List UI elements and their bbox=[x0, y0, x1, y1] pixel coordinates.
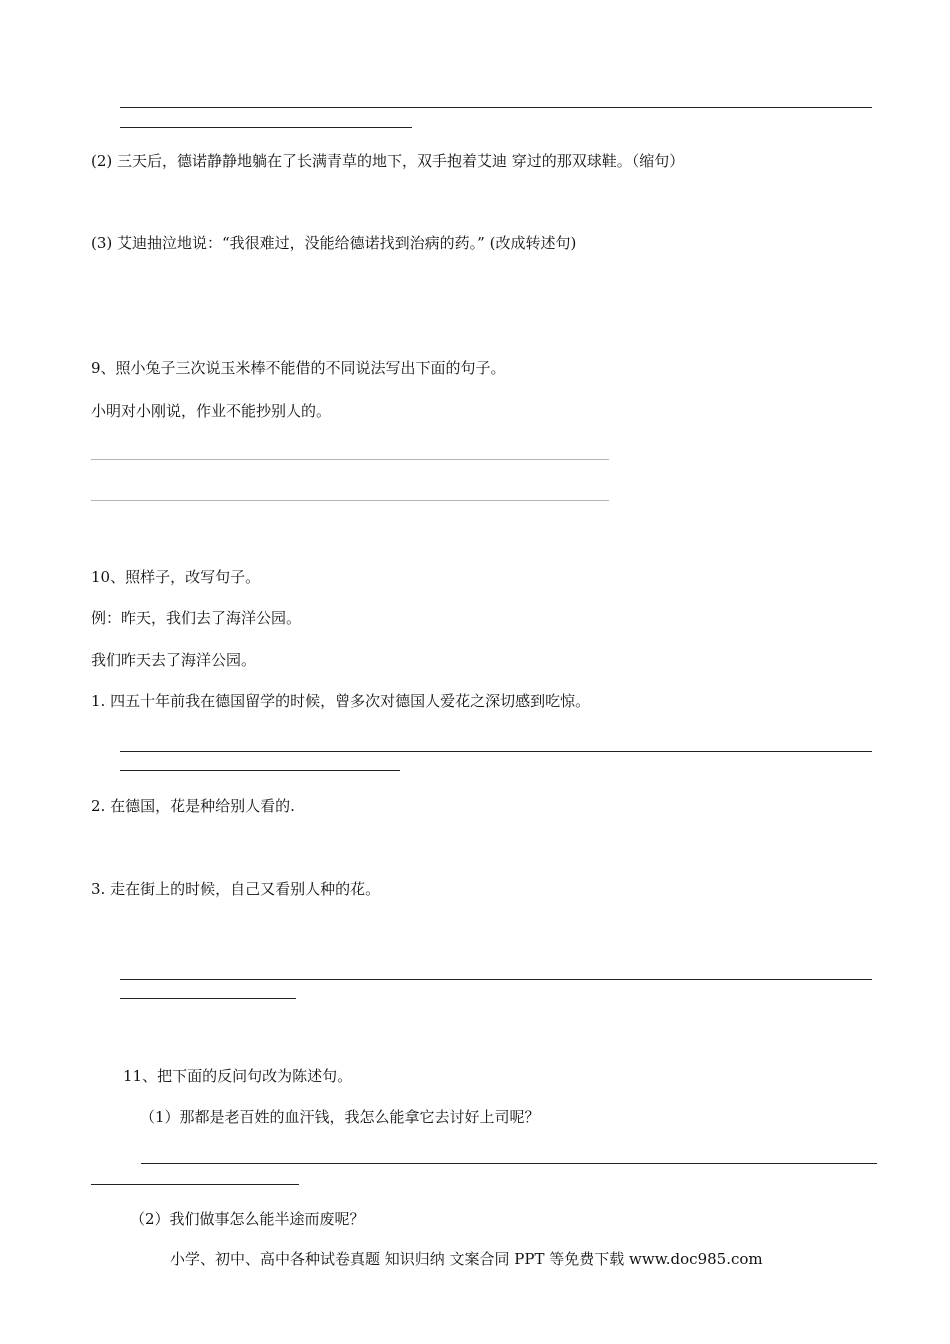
answer-line bbox=[120, 770, 400, 771]
q10-title: 10、照样子，改写句子。 bbox=[91, 568, 261, 586]
q10-example: 例：昨天，我们去了海洋公园。 bbox=[91, 609, 302, 627]
q11-item-1: （1）那都是老百姓的血汗钱，我怎么能拿它去讨好上司呢？ bbox=[140, 1108, 540, 1126]
q8-item-3: (3) 艾迪抽泣地说：“我很难过，没能给德诺找到治病的药。” (改成转述句) bbox=[91, 234, 577, 252]
answer-line bbox=[120, 107, 872, 108]
q11-item-2: （2）我们做事怎么能半途而废呢？ bbox=[130, 1210, 365, 1228]
answer-line bbox=[91, 1184, 299, 1185]
q11-title: 11、把下面的反问句改为陈述句。 bbox=[123, 1067, 353, 1085]
q8-item-2: (2) 三天后，德诺静静地躺在了长满青草的地下，双手抱着艾迪 穿过的那双球鞋。（缩句） bbox=[91, 152, 685, 170]
q9-title: 9、照小兔子三次说玉米棒不能借的不同说法写出下面的句子。 bbox=[91, 359, 506, 377]
answer-line bbox=[120, 127, 412, 128]
q10-item-1: 1. 四五十年前我在德国留学的时候，曾多次对德国人爱花之深切感到吃惊。 bbox=[91, 692, 591, 710]
answer-line bbox=[120, 998, 296, 999]
answer-line bbox=[91, 459, 609, 460]
answer-line bbox=[141, 1163, 877, 1164]
answer-line bbox=[91, 500, 609, 501]
q10-item-2: 2. 在德国，花是种给别人看的. bbox=[91, 797, 295, 815]
q10-example-answer: 我们昨天去了海洋公园。 bbox=[91, 651, 257, 669]
answer-line bbox=[120, 751, 872, 752]
footer-text: 小学、初中、高中各种试卷真题 知识归纳 文案合同 PPT 等免费下载 www.doc985.com bbox=[170, 1250, 763, 1268]
answer-line bbox=[120, 979, 872, 980]
q9-sentence: 小明对小刚说，作业不能抄别人的。 bbox=[91, 402, 332, 420]
q10-item-3: 3. 走在街上的时候，自己又看别人种的花。 bbox=[91, 880, 381, 898]
